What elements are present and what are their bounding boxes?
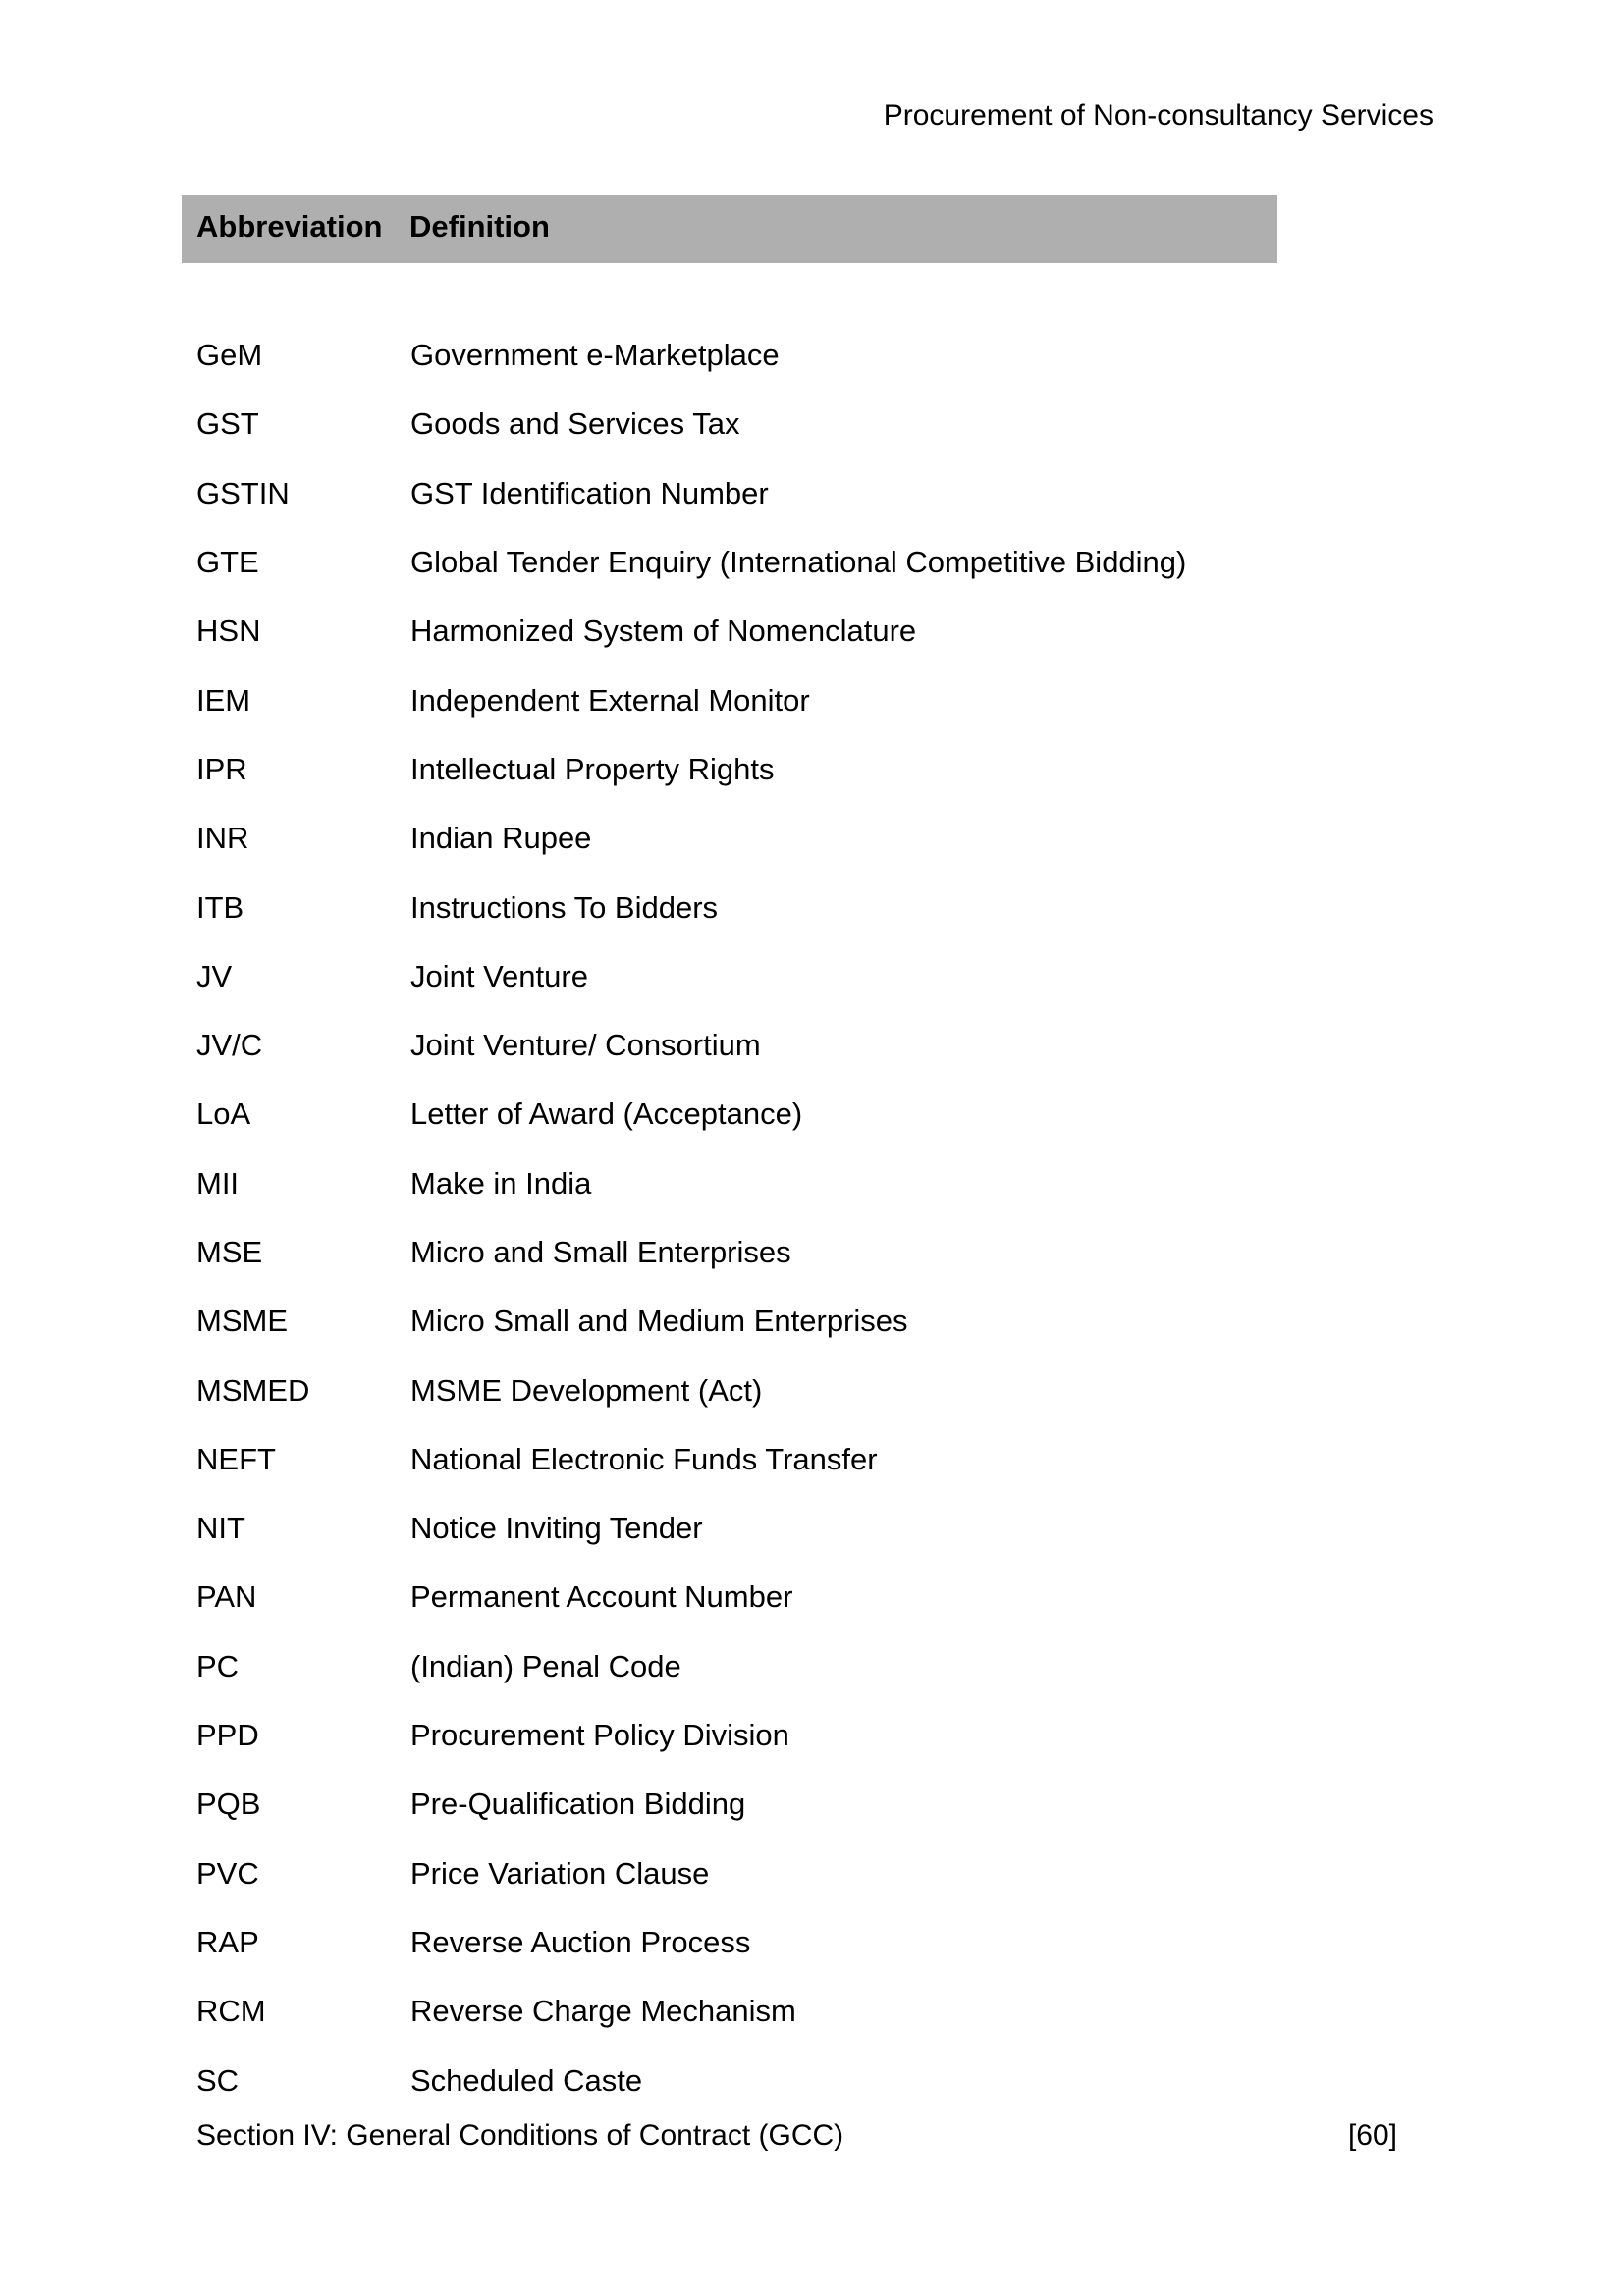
definition-cell: Joint Venture: [410, 958, 588, 993]
table-row: [196, 390, 1453, 458]
definition-cell: Government e-Marketplace: [410, 338, 780, 373]
definition-cell: Letter of Award (Acceptance): [410, 1096, 803, 1132]
abbreviation-cell: INR: [196, 821, 249, 856]
column-header-definition: Definition: [409, 209, 550, 243]
table-row: [196, 321, 1453, 390]
table-row: [196, 528, 1453, 597]
table-row: [196, 1425, 1453, 1494]
footer-section-title: Section IV: General Conditions of Contract (GCC): [196, 2119, 844, 2152]
table-row: [196, 1908, 1453, 1977]
definition-cell: Global Tender Enquiry (International Competitive Bidding): [410, 545, 1187, 580]
definition-cell: Instructions To Bidders: [410, 889, 719, 925]
definition-cell: (Indian) Penal Code: [410, 1648, 681, 1683]
table-row: [196, 597, 1453, 666]
definition-cell: Intellectual Property Rights: [410, 751, 775, 786]
abbreviation-cell: ITB: [196, 889, 244, 925]
abbreviation-cell: PQB: [196, 1787, 261, 1822]
table-row: [196, 1218, 1453, 1287]
table-row: [196, 1632, 1453, 1701]
abbreviation-cell: MII: [196, 1165, 240, 1201]
definition-cell: Scheduled Caste: [410, 2062, 643, 2098]
abbreviation-cell: NEFT: [196, 1441, 276, 1476]
table-row: [196, 1770, 1453, 1839]
definition-cell: Reverse Auction Process: [410, 1924, 751, 1959]
definition-cell: Reverse Charge Mechanism: [410, 1994, 796, 2029]
abbreviation-cell: JV/C: [196, 1028, 263, 1063]
table-header-bar: [182, 195, 1277, 263]
abbreviation-cell: SC: [196, 2062, 240, 2098]
abbreviation-cell: LoA: [196, 1096, 251, 1132]
abbreviation-cell: MSMED: [196, 1372, 310, 1408]
abbreviation-cell: MSME: [196, 1304, 288, 1339]
definition-cell: Permanent Account Number: [410, 1579, 793, 1615]
abbreviation-cell: IEM: [196, 682, 251, 718]
definition-cell: Procurement Policy Division: [410, 1718, 789, 1753]
abbreviation-cell: PAN: [196, 1579, 257, 1615]
abbreviation-cell: PPD: [196, 1718, 259, 1753]
abbreviation-cell: PVC: [196, 1855, 259, 1891]
table-row: [196, 1080, 1453, 1148]
definition-cell: Make in India: [410, 1165, 592, 1201]
table-row: [196, 942, 1453, 1011]
definition-cell: Notice Inviting Tender: [410, 1511, 703, 1546]
definition-cell: MSME Development (Act): [410, 1372, 763, 1408]
table-row: [196, 666, 1453, 734]
table-row: [196, 873, 1453, 941]
table-row: [196, 2046, 1453, 2114]
abbreviation-cell: RCM: [196, 1994, 266, 2029]
table-row: [196, 1701, 1453, 1770]
abbreviation-cell: GTE: [196, 545, 259, 580]
definition-cell: Joint Venture/ Consortium: [410, 1028, 761, 1063]
table-row: [196, 1563, 1453, 1631]
table-row: [196, 804, 1453, 873]
definition-cell: Micro Small and Medium Enterprises: [410, 1304, 908, 1339]
definition-cell: Goods and Services Tax: [410, 406, 740, 442]
abbreviation-cell: JV: [196, 958, 233, 993]
definition-cell: Indian Rupee: [410, 821, 592, 856]
abbreviation-cell: HSN: [196, 614, 261, 649]
definition-cell: GST Identification Number: [410, 475, 769, 510]
footer-page-number: [60]: [1347, 2119, 1397, 2152]
table-row: [196, 1494, 1453, 1563]
abbreviation-cell: RAP: [196, 1924, 259, 1959]
table-row: [196, 735, 1453, 804]
abbreviation-cell: GeM: [196, 338, 263, 373]
table-row: [196, 1977, 1453, 2046]
table-row: [196, 1287, 1453, 1356]
abbreviation-cell: GST: [196, 406, 259, 442]
definition-cell: Harmonized System of Nomenclature: [410, 614, 917, 649]
abbreviation-cell: IPR: [196, 751, 247, 786]
table-row: [196, 1011, 1453, 1080]
definition-cell: Micro and Small Enterprises: [410, 1235, 791, 1269]
table-row: [196, 459, 1453, 528]
definition-cell: Independent External Monitor: [410, 682, 810, 718]
abbreviation-cell: PC: [196, 1648, 240, 1683]
column-header-abbreviation: Abbreviation: [196, 209, 383, 243]
abbreviation-list: [196, 321, 1453, 2115]
abbreviation-cell: NIT: [196, 1511, 245, 1546]
abbreviation-cell: GSTIN: [196, 475, 290, 510]
table-row: [196, 1149, 1453, 1218]
table-row: [196, 1356, 1453, 1424]
definition-cell: Pre-Qualification Bidding: [410, 1787, 746, 1822]
definition-cell: National Electronic Funds Transfer: [410, 1441, 878, 1476]
table-row: [196, 1840, 1453, 1908]
definition-cell: Price Variation Clause: [410, 1855, 710, 1891]
abbreviation-cell: MSE: [196, 1235, 263, 1269]
page-header-title: Procurement of Non-consultancy Services: [883, 99, 1434, 132]
page-footer: [196, 2118, 1397, 2154]
